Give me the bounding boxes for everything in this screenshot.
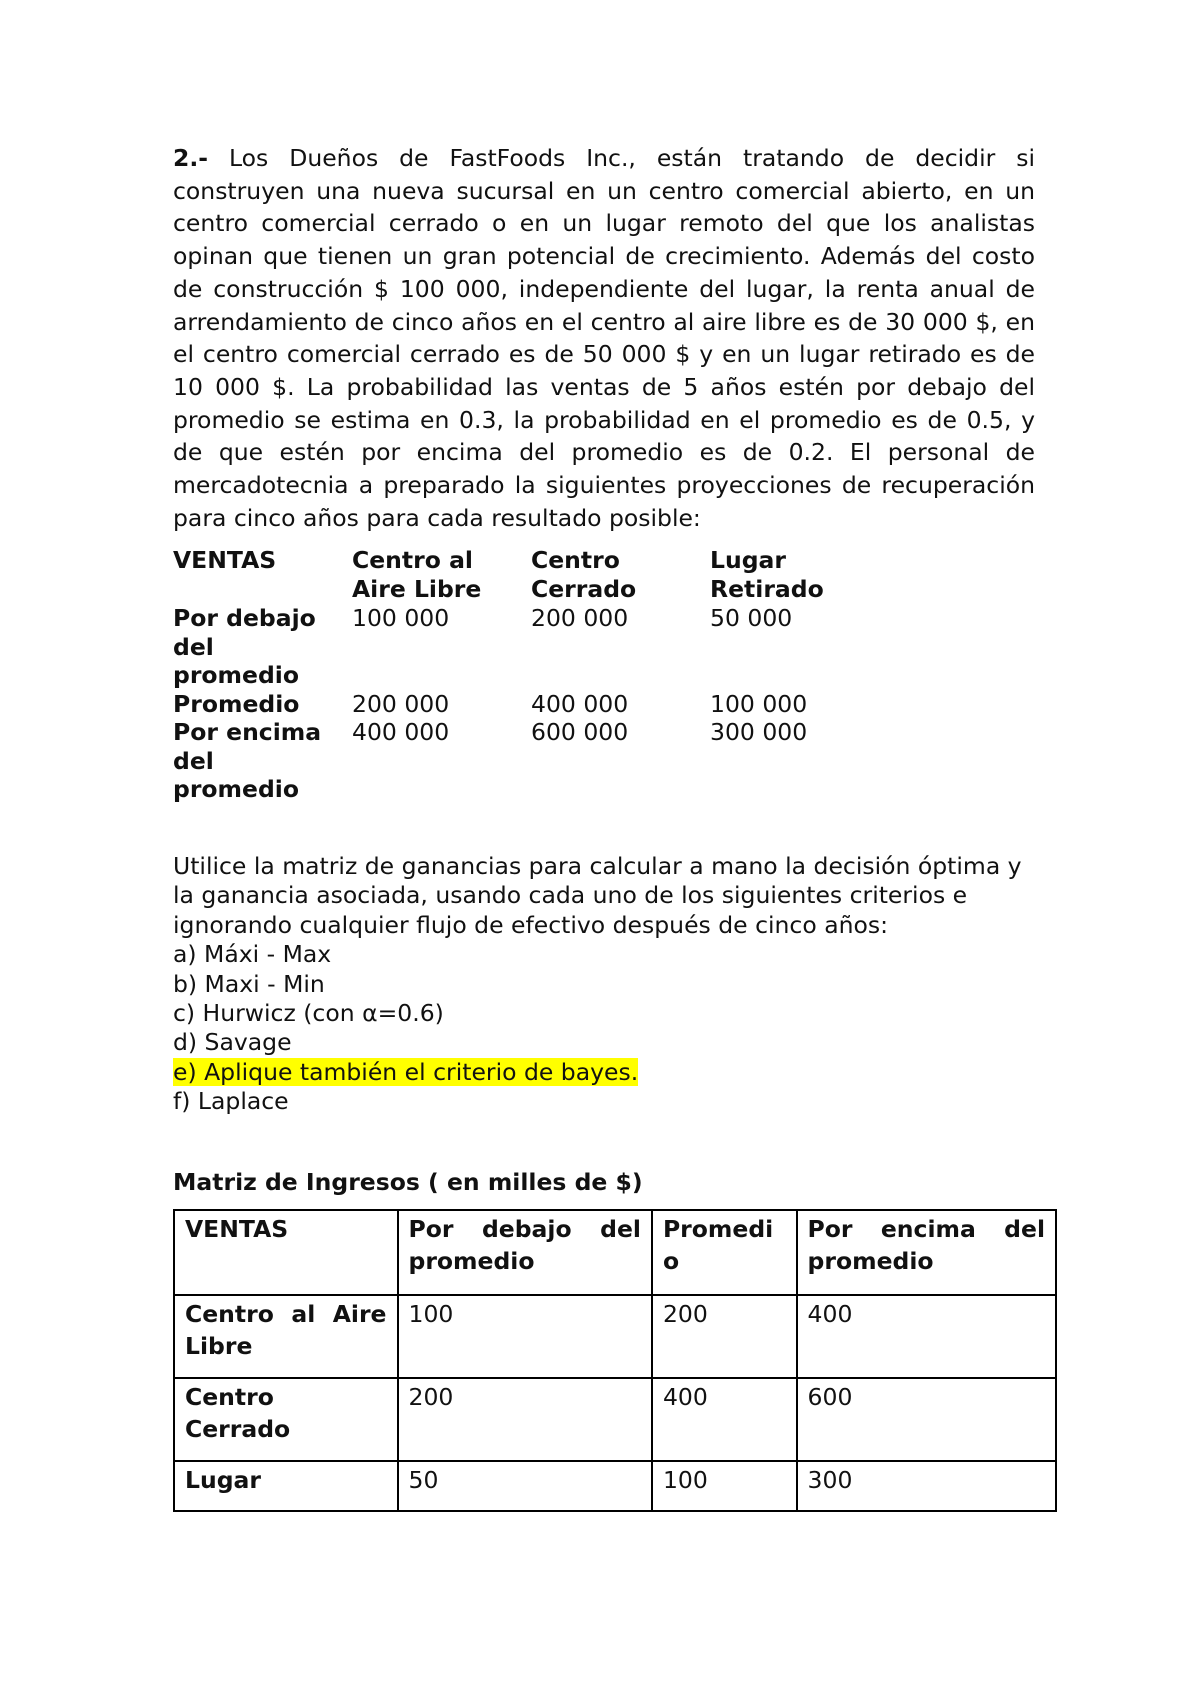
matrix-cell: 600 [797, 1378, 1056, 1461]
sales-table-header [173, 546, 1035, 603]
matrix-row [174, 1461, 1056, 1511]
matrix-cell: 200 [398, 1378, 652, 1461]
instructions [173, 852, 1035, 1117]
matrix-header-cell: Por encima del promedio [797, 1210, 1056, 1295]
matrix-cell: 400 [652, 1378, 797, 1461]
matrix-header-cell: VENTAS [174, 1210, 398, 1295]
sales-projection-table [173, 546, 1035, 804]
matrix-cell: 100 [398, 1295, 652, 1378]
matrix-cell: 400 [797, 1295, 1056, 1378]
sales-row-label: Por encima del promedio [173, 718, 322, 804]
matrix-row-label: Centro al Aire Libre [174, 1295, 398, 1378]
criterion-item: b) Maxi - Min [173, 969, 325, 998]
matrix-header-cell [652, 1210, 797, 1295]
matrix-row-label: Lugar [174, 1461, 398, 1511]
matrix-row [174, 1295, 1056, 1378]
sales-table-row [173, 604, 1035, 690]
matrix-cell: 50 [398, 1461, 652, 1511]
sales-header-aire-libre: Centro al Aire Libre [352, 546, 482, 603]
criterion-item-highlighted [173, 1058, 1035, 1087]
sales-cell: 50 000 [710, 604, 793, 633]
criterion-item: d) Savage [173, 1028, 292, 1057]
instructions-intro: Utilice la matriz de ganancias para calcular a mano la decisión óptima y la ganancia asociada, usando cada uno de los siguientes criterios e ignorando cualquier flujo de efectivo después de cinco años: [173, 851, 1022, 939]
sales-cell: 400 000 [352, 718, 450, 747]
sales-header-cerrado: Centro Cerrado [531, 546, 637, 603]
matrix-header-cell: Por debajo del promedio [398, 1210, 652, 1295]
income-matrix-table [173, 1209, 1057, 1512]
highlighted-text: e) Aplique también el criterio de bayes. [173, 1057, 639, 1086]
problem-text: Los Dueños de FastFoods Inc., están tratando de decidir si construyen una nueva sucursal en un centro comercial abierto, en un centro comercial cerrado o en un lugar remoto del que los analistas opinan que tienen un gran potencial de crecimiento. Además del costo de construcción $ 100 000, independiente del lugar, la renta anual de arrendamiento de cinco años en el centro al aire libre es de 30 000 $, en el centro comercial cerrado es de 50 000 $ y en un lugar retirado es de 10 000 $. La probabilidad las ventas de 5 años estén por debajo del promedio se estima en 0.3, la probabilidad en el promedio es de 0.5, y de que estén por encima del promedio es de 0.2. El personal de mercadotecnia a preparado la siguientes proyecciones de recuperación para cinco años para cada resultado posible: [173, 144, 1035, 532]
problem-number: 2.- [173, 144, 209, 172]
criterion-item: f) Laplace [173, 1087, 289, 1116]
matrix-row-label: Centro Cerrado [174, 1378, 398, 1461]
sales-cell: 400 000 [531, 689, 629, 718]
sales-row-label: Por debajo del promedio [173, 604, 316, 690]
matrix-cell: 200 [652, 1295, 797, 1378]
sales-row-label: Promedio [173, 689, 300, 718]
sales-cell: 100 000 [352, 604, 450, 633]
sales-cell: 200 000 [352, 689, 450, 718]
criterion-item: a) Máxi - Max [173, 940, 332, 969]
problem-statement [173, 142, 1035, 534]
matrix-title: Matriz de Ingresos ( en milles de $) [173, 1167, 643, 1196]
sales-header-ventas: VENTAS [173, 546, 277, 575]
matrix-row [174, 1378, 1056, 1461]
sales-header-retirado: Lugar Retirado [710, 546, 824, 603]
matrix-header-row [174, 1210, 1056, 1295]
document-content [173, 142, 1045, 1512]
sales-cell: 300 000 [710, 718, 808, 747]
matrix-header-text: Promedio [662, 1214, 774, 1275]
criterion-item: c) Hurwicz (con α=0.6) [173, 998, 444, 1027]
sales-cell: 100 000 [710, 689, 808, 718]
sales-table-row [173, 718, 1035, 804]
sales-table-row [173, 690, 1035, 719]
sales-cell: 200 000 [531, 604, 629, 633]
matrix-cell: 300 [797, 1461, 1056, 1511]
sales-cell: 600 000 [531, 718, 629, 747]
matrix-cell: 100 [652, 1461, 797, 1511]
